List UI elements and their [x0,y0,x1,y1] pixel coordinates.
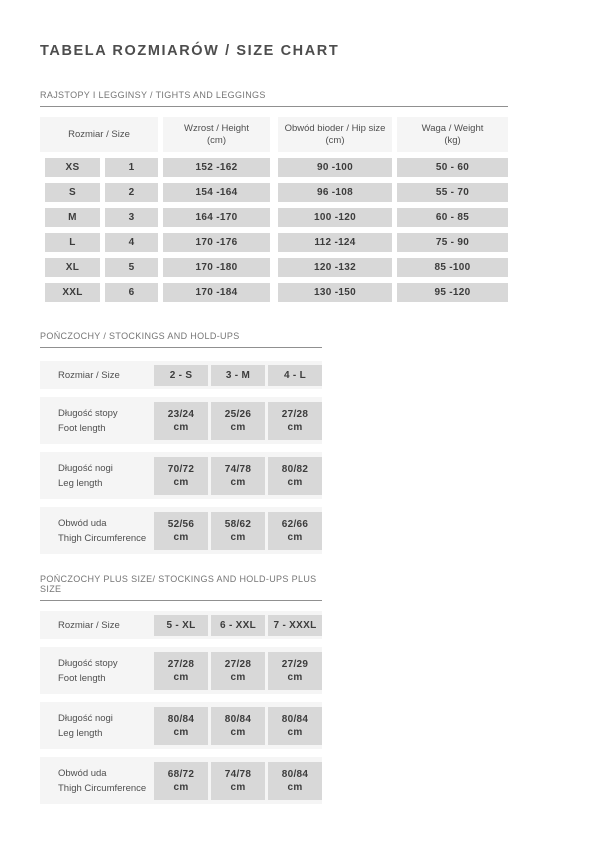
value-unit: cm [173,671,189,683]
column-header-label: Obwód bioder / Hip size [284,122,386,134]
value-text: 80/84 [281,768,309,780]
row-label [40,618,154,633]
row-label-pl: Długość stopy [58,407,118,419]
column-header-hip [278,117,392,152]
row-thigh-circumference [40,507,322,554]
row-size [40,361,322,389]
size-letter-cell: XS [45,158,100,177]
value-unit: cm [287,421,303,433]
hip-cell: 130 -150 [278,283,392,302]
value-unit: cm [173,531,189,543]
tights-column-height [163,117,270,302]
height-cell: 152 -162 [163,158,270,177]
row-label-pl: Obwód uda [58,517,107,529]
hip-cell: 90 -100 [278,158,392,177]
value-text: 27/29 [281,658,309,670]
table-row [40,283,158,302]
height-cell: 170 -180 [163,258,270,277]
row-label [40,461,154,491]
row-label [40,516,154,546]
column-header-label: Rozmiar / Size [68,128,130,140]
row-label [40,406,154,436]
value-cell [211,402,265,440]
value-text: 23/24 [167,408,195,420]
value-unit: cm [230,781,246,793]
weight-cell: 60 - 85 [397,208,508,227]
row-label-en: Leg length [58,727,103,739]
column-header-unit: (kg) [444,134,461,146]
value-cell [154,707,208,745]
value-cell [268,762,322,800]
hip-cell: 96 -108 [278,183,392,202]
value-cell [268,512,322,550]
section-heading-tights: RAJSTOPY I LEGGINSY / TIGHTS AND LEGGINGS [40,90,508,107]
column-header-size [40,117,158,152]
row-label-en: Thigh Circumference [58,532,147,544]
row-label-text: Rozmiar / Size [58,619,120,631]
size-value-cell: 5 - XL [154,615,208,636]
value-cell [211,707,265,745]
table-row [40,233,158,252]
row-label [40,656,154,686]
row-label-en: Foot length [58,422,106,434]
tights-column-size [40,117,158,302]
value-cell [268,652,322,690]
value-unit: cm [230,476,246,488]
value-cell [154,402,208,440]
tights-column-weight [397,117,508,302]
page-title: TABELA ROZMIARÓW / SIZE CHART [40,43,340,59]
row-label-pl: Długość nogi [58,462,113,474]
value-cell [154,512,208,550]
value-unit: cm [173,726,189,738]
value-cell [211,512,265,550]
size-value-cell: 6 - XXL [211,615,265,636]
value-unit: cm [287,531,303,543]
row-label [40,711,154,741]
value-unit: cm [230,531,246,543]
size-number-cell: 5 [105,258,158,277]
row-leg-length [40,702,322,749]
height-cell: 170 -184 [163,283,270,302]
weight-cell: 50 - 60 [397,158,508,177]
value-text: 74/78 [224,463,252,475]
size-value-cell: 4 - L [268,365,322,386]
value-cell [211,762,265,800]
section-stockings [40,331,600,554]
value-cell [268,402,322,440]
value-unit: cm [230,421,246,433]
hip-cell: 100 -120 [278,208,392,227]
row-size [40,611,322,639]
column-header-weight [397,117,508,152]
size-number-cell: 2 [105,183,158,202]
weight-cell: 75 - 90 [397,233,508,252]
column-header-height [163,117,270,152]
value-unit: cm [287,671,303,683]
value-cell [154,457,208,495]
size-value-cell: 2 - S [154,365,208,386]
value-unit: cm [287,781,303,793]
column-header-unit: (cm) [325,134,345,146]
value-cell [211,457,265,495]
value-text: 80/84 [224,713,252,725]
row-label-en: Leg length [58,477,103,489]
size-letter-cell: S [45,183,100,202]
value-text: 52/56 [167,518,195,530]
value-text: 68/72 [167,768,195,780]
row-label-text: Rozmiar / Size [58,369,120,381]
value-text: 74/78 [224,768,252,780]
row-label-pl: Obwód uda [58,767,107,779]
row-foot-length [40,397,322,444]
row-leg-length [40,452,322,499]
row-foot-length [40,647,322,694]
weight-cell: 95 -120 [397,283,508,302]
value-text: 27/28 [224,658,252,670]
row-label [40,766,154,796]
size-number-cell: 1 [105,158,158,177]
weight-cell: 55 - 70 [397,183,508,202]
value-unit: cm [287,726,303,738]
value-text: 25/26 [224,408,252,420]
value-text: 27/28 [281,408,309,420]
row-label-en: Thigh Circumference [58,782,147,794]
value-text: 80/84 [167,713,195,725]
value-unit: cm [173,781,189,793]
value-text: 80/84 [281,713,309,725]
value-unit: cm [173,476,189,488]
tights-table [40,117,600,302]
table-row [40,158,158,177]
row-label-pl: Długość stopy [58,657,118,669]
hip-cell: 120 -132 [278,258,392,277]
hip-cell: 112 -124 [278,233,392,252]
value-cell [268,457,322,495]
value-unit: cm [287,476,303,488]
value-text: 27/28 [167,658,195,670]
value-unit: cm [173,421,189,433]
value-cell [211,652,265,690]
column-header-unit: (cm) [207,134,226,146]
value-cell [154,652,208,690]
size-number-cell: 4 [105,233,158,252]
height-cell: 170 -176 [163,233,270,252]
value-cell [268,707,322,745]
row-label-pl: Długość nogi [58,712,113,724]
value-cell [154,762,208,800]
table-row [40,258,158,277]
tights-column-hip [278,117,392,302]
value-text: 58/62 [224,518,252,530]
value-unit: cm [230,671,246,683]
size-value-cell: 3 - M [211,365,265,386]
size-number-cell: 6 [105,283,158,302]
size-letter-cell: L [45,233,100,252]
section-heading-stockings-plus: POŃCZOCHY PLUS SIZE/ STOCKINGS AND HOLD-UPS PLUS SIZE [40,574,322,601]
weight-cell: 85 -100 [397,258,508,277]
value-text: 70/72 [167,463,195,475]
value-unit: cm [230,726,246,738]
row-label-en: Foot length [58,672,106,684]
stockings-plus-table [40,611,600,804]
stockings-table [40,361,600,554]
value-text: 80/82 [281,463,309,475]
column-header-label: Wzrost / Height [184,122,249,134]
section-heading-stockings: POŃCZOCHY / STOCKINGS AND HOLD-UPS [40,331,322,348]
table-row [40,183,158,202]
size-value-cell: 7 - XXXL [268,615,322,636]
height-cell: 164 -170 [163,208,270,227]
section-tights [40,90,600,302]
height-cell: 154 -164 [163,183,270,202]
row-thigh-circumference [40,757,322,804]
size-letter-cell: XXL [45,283,100,302]
section-stockings-plus [40,574,600,804]
column-header-label: Waga / Weight [421,122,484,134]
row-label [40,368,154,383]
value-text: 62/66 [281,518,309,530]
size-number-cell: 3 [105,208,158,227]
size-letter-cell: M [45,208,100,227]
size-letter-cell: XL [45,258,100,277]
table-row [40,208,158,227]
